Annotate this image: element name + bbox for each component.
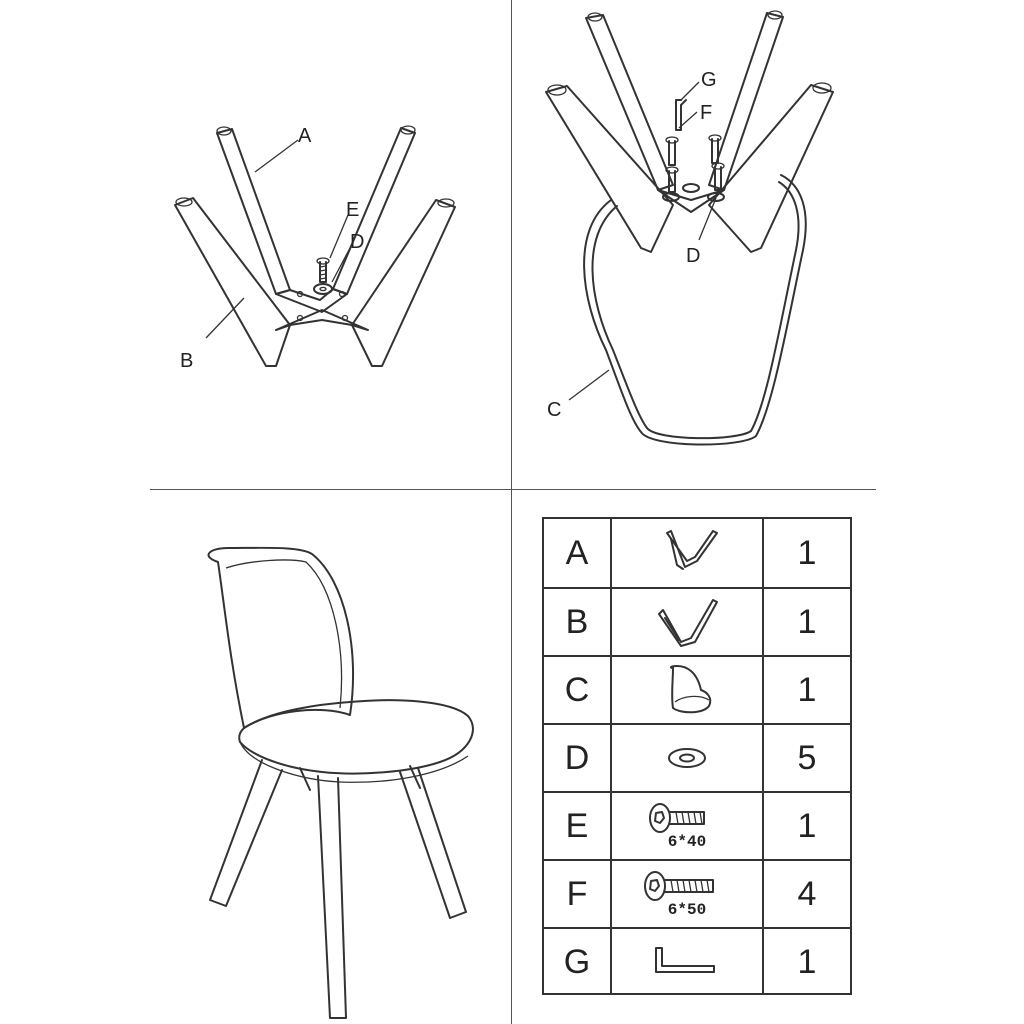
part-illustration: [612, 725, 764, 791]
part-letter: B: [544, 589, 612, 655]
seat-shell-c: [584, 175, 806, 445]
chair-back: [209, 548, 354, 728]
label-g: G: [701, 69, 717, 91]
step-1-leg-assembly: [0, 0, 511, 489]
chair-seat: [239, 700, 473, 782]
label-c: C: [547, 399, 562, 421]
part-illustration: [612, 589, 764, 655]
part-letter: D: [544, 725, 612, 791]
table-row: [544, 655, 850, 723]
label-d: D: [686, 245, 701, 267]
table-row: [544, 791, 850, 859]
part-quantity: 5: [797, 738, 817, 777]
bolt-icon: [642, 801, 732, 835]
table-row: [544, 723, 850, 791]
part-quantity: 1: [797, 806, 817, 845]
part-letter: C: [544, 657, 612, 723]
leg-frame-b: [175, 198, 455, 366]
parts-list-table: [542, 517, 852, 995]
step-2-seat-assembly: [511, 0, 1024, 489]
part-quantity: 1: [797, 942, 817, 981]
washer-d: [314, 284, 332, 294]
part-quantity: 4: [797, 874, 817, 913]
bolt-icon: [637, 869, 737, 903]
leg-frame-a-icon: [647, 525, 727, 581]
part-illustration: [612, 929, 764, 995]
chair-drawing: [0, 490, 511, 1024]
part-letter: E: [544, 793, 612, 859]
bolt-size-label: 6*50: [667, 901, 707, 919]
leg-frames-inverted: [546, 11, 833, 252]
label-e: E: [346, 199, 360, 221]
label-f: F: [700, 102, 713, 124]
table-row: [544, 519, 850, 587]
leg-frame-a: [217, 126, 415, 312]
part-illustration: [612, 657, 764, 723]
label-d: D: [350, 231, 365, 253]
bolts-f: [666, 135, 724, 192]
bolt-e: [317, 258, 329, 282]
table-row: [544, 859, 850, 927]
part-illustration: [612, 519, 764, 587]
part-letter: F: [544, 861, 612, 927]
part-quantity: 1: [797, 602, 817, 641]
chair-legs: [210, 760, 466, 1018]
assembled-chair: [0, 490, 511, 1024]
step-1-drawing: [0, 0, 511, 489]
part-letter: G: [544, 929, 612, 995]
part-quantity: 1: [797, 533, 817, 572]
step-2-drawing: [511, 0, 1024, 489]
part-letter: A: [544, 519, 612, 587]
part-illustration: [612, 861, 764, 927]
bolt-size-label: 6*40: [667, 833, 707, 851]
leg-frame-b-icon: [647, 594, 727, 650]
part-quantity: 1: [797, 670, 817, 709]
allen-key-icon: [642, 942, 732, 982]
seat-shell-icon: [647, 662, 727, 718]
washer-icon: [647, 738, 727, 778]
table-row: [544, 587, 850, 655]
label-a: A: [298, 125, 312, 147]
part-illustration: [612, 793, 764, 859]
label-b: B: [180, 350, 194, 372]
table-row: [544, 927, 850, 995]
